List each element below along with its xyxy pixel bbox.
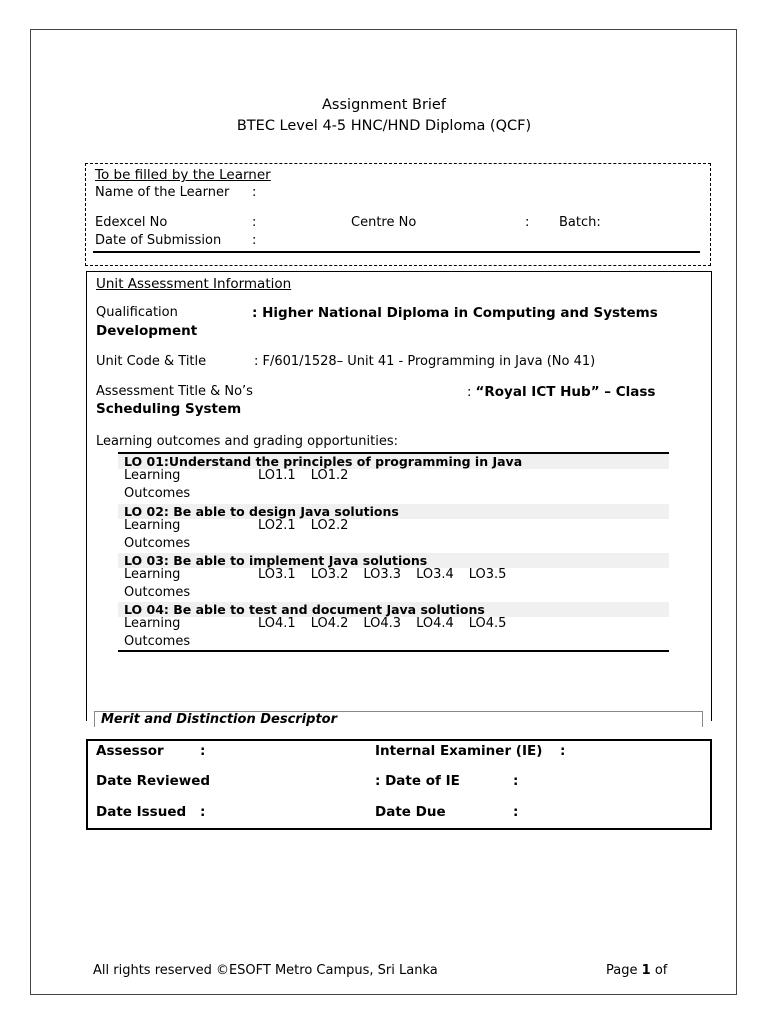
lo-row-label: Learning <box>124 567 181 582</box>
merit-distinction-title: Merit and Distinction Descriptor <box>101 712 337 727</box>
page-suffix: of <box>654 963 668 978</box>
lo-heading-row <box>118 504 669 519</box>
assessment-title-label: Assessment Title & No’s <box>96 384 253 399</box>
lo-codes <box>258 616 521 631</box>
learner-divider <box>93 251 700 253</box>
lo-row-label: Outcomes <box>124 486 191 501</box>
document-subtitle: BTEC Level 4-5 HNC/HND Diploma (QCF) <box>236 118 532 134</box>
centre-no-label: Centre No <box>351 215 417 230</box>
document-title: Assignment Brief <box>322 97 446 113</box>
lo-codes <box>258 567 521 582</box>
lo-codes <box>258 468 363 483</box>
lo-code: LO2.1 <box>258 518 296 533</box>
date-reviewed-label: Date Reviewed <box>96 773 211 789</box>
qualification-value-cont: Development <box>96 323 198 339</box>
assessment-title-value: “Royal ICT Hub” – Class <box>475 384 656 400</box>
footer-copyright: All rights reserved ©ESOFT Metro Campus, Sri Lanka <box>93 963 438 978</box>
lo-row-label: Learning <box>124 518 181 533</box>
lo-code: LO1.2 <box>310 468 349 483</box>
lo-heading: LO 02: Be able to design Java solutions <box>124 504 399 519</box>
learner-name-colon: : <box>252 185 257 200</box>
date-due-label: Date Due <box>375 804 446 820</box>
merit-distinction-section <box>94 711 703 727</box>
lo-code: LO3.4 <box>416 567 454 582</box>
assessment-title-colon <box>467 384 655 400</box>
lo-row-label: Outcomes <box>124 634 191 649</box>
lo-code: LO4.1 <box>258 616 296 631</box>
centre-no-colon: : <box>525 215 530 230</box>
lo-row-label: Learning <box>124 616 181 631</box>
date-issued-label: Date Issued <box>96 804 187 820</box>
lo-row-label: Outcomes <box>124 585 191 600</box>
assessment-colon: : <box>467 385 476 400</box>
lo-heading: LO 03: Be able to implement Java solutions <box>124 553 428 568</box>
page-prefix: Page <box>606 963 638 978</box>
internal-examiner-colon: : <box>560 743 566 759</box>
unit-code-value: : F/601/1528– Unit 41 - Programming in Java (No 41) <box>254 354 596 369</box>
date-due-colon: : <box>513 804 519 820</box>
learner-name-label: Name of the Learner <box>95 185 230 200</box>
lo-code: LO2.2 <box>310 518 349 533</box>
date-issued-colon: : <box>200 804 206 820</box>
learner-section-title: To be filled by the Learner <box>95 167 271 183</box>
internal-examiner-label: Internal Examiner (IE) <box>375 743 543 759</box>
page-number: 1 <box>641 963 651 978</box>
edexcel-no-colon: : <box>252 215 257 230</box>
lo-row-label: Outcomes <box>124 536 191 551</box>
date-of-submission-label: Date of Submission <box>95 233 222 248</box>
lo-code: LO4.4 <box>416 616 454 631</box>
lo-codes <box>258 518 363 533</box>
unit-section-title: Unit Assessment Information <box>96 276 292 292</box>
lo-heading: LO 01:Understand the principles of programming in Java <box>124 454 523 469</box>
lo-code: LO1.1 <box>258 468 296 483</box>
batch-label: Batch: <box>559 215 601 230</box>
assessor-label: Assessor <box>96 743 164 759</box>
lo-heading-row <box>118 553 669 568</box>
lo-heading-row <box>118 602 669 617</box>
lo-code: LO3.2 <box>310 567 349 582</box>
lo-code: LO4.2 <box>310 616 349 631</box>
lo-code: LO3.3 <box>363 567 402 582</box>
lo-heading: LO 04: Be able to test and document Java solutions <box>124 602 485 617</box>
qualification-value: : Higher National Diploma in Computing and Systems <box>252 305 658 321</box>
date-of-ie-label: : Date of IE <box>375 773 460 789</box>
learning-outcomes-intro: Learning outcomes and grading opportunities: <box>96 434 398 449</box>
lo-table-bottom-rule <box>118 650 669 652</box>
unit-code-label: Unit Code & Title <box>96 354 207 369</box>
lo-code: LO3.1 <box>258 567 296 582</box>
lo-code: LO4.5 <box>468 616 507 631</box>
edexcel-no-label: Edexcel No <box>95 215 168 230</box>
footer-page-number <box>606 963 667 978</box>
date-of-submission-colon: : <box>252 233 257 248</box>
date-of-ie-colon: : <box>513 773 519 789</box>
lo-code: LO3.5 <box>468 567 507 582</box>
assessor-colon: : <box>200 743 206 759</box>
qualification-label: Qualification <box>96 305 178 320</box>
lo-code: LO4.3 <box>363 616 402 631</box>
assessment-title-value-cont: Scheduling System <box>96 401 242 417</box>
lo-heading-row <box>118 454 669 469</box>
lo-row-label: Learning <box>124 468 181 483</box>
